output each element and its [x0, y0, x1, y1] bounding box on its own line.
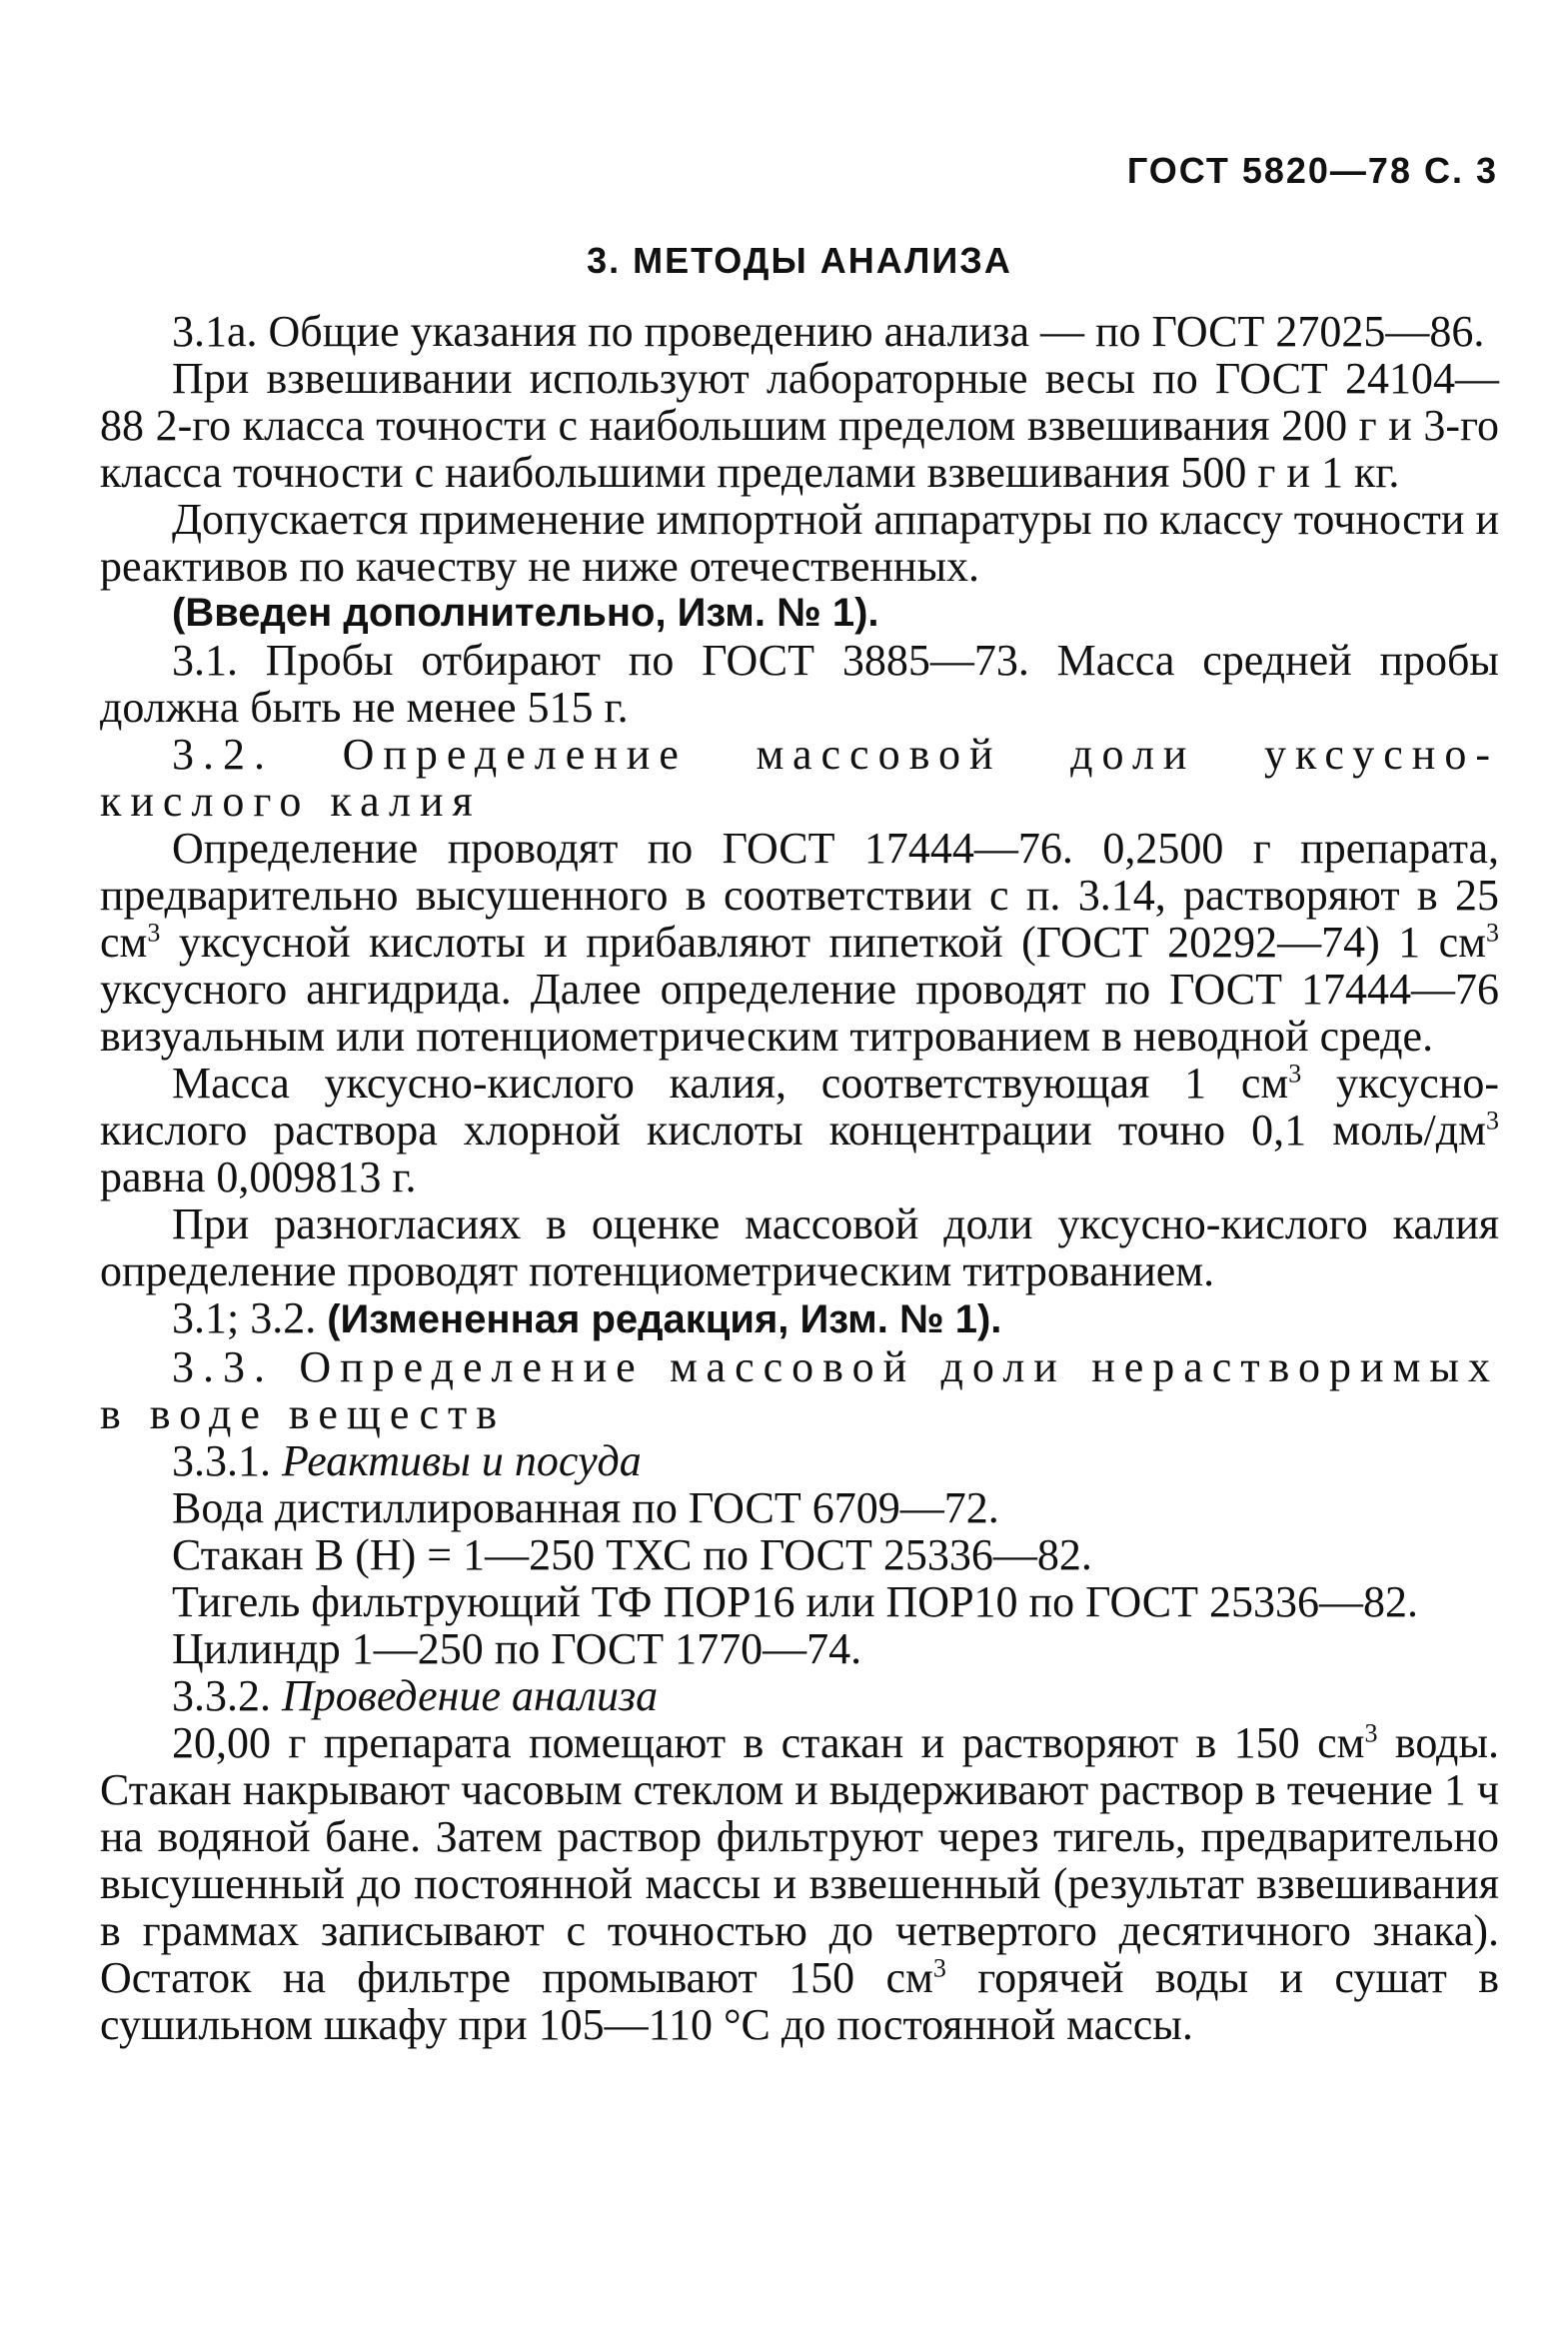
paragraph-3-1a: 3.1а. Общие указания по проведению анализа — по ГОСТ 27025—86.	[172, 307, 1485, 356]
text-segment: Масса уксусно-кислого калия, соответствующая 1 см	[172, 1059, 1289, 1108]
superscript: 3	[932, 1953, 946, 1983]
text-segment: 3.3.2.	[172, 1671, 282, 1720]
item-cylinder: Цилиндр 1—250 по ГОСТ 1770—74.	[172, 1624, 862, 1673]
paragraph-disagreement: При разногласиях в оценке массовой доли уксусно-кислого калия определение проводят потенциометрическим титрованием.	[100, 1199, 1499, 1295]
superscript: 3	[1486, 1106, 1499, 1136]
text-segment: уксусно-кислого раствора хлорной кислоты концентрации точно 0,1 моль/дм	[100, 1059, 1499, 1155]
superscript: 3	[1364, 1718, 1378, 1748]
page-header: ГОСТ 5820—78 С. 3	[1126, 150, 1498, 191]
amendment-label: (Измененная редакция, Изм. № 1).	[327, 1297, 1002, 1341]
superscript: 3	[147, 918, 161, 948]
amendment-note-2	[100, 1294, 1499, 1343]
superscript: 3	[1288, 1059, 1302, 1089]
text-segment: уксусного ангидрида. Далее определение проводят по ГОСТ 17444—76 визуальным или потенциометрическим титрованием в неводной среде.	[100, 965, 1499, 1061]
paragraph-import-equipment: Допускается применение импортной аппаратуры по классу точности и реактивов по качеству не ниже отечественных.	[100, 495, 1499, 591]
item-beaker: Стакан В (Н) = 1—250 ТХС по ГОСТ 25336—82.	[172, 1530, 1092, 1579]
text-segment: Определение проводят по ГОСТ 17444—76. 0,2500 г препарата, предварительно высушенного в соответствии с п. 3.14, растворяют в 25 см	[100, 824, 1499, 967]
heading-3-3: 3.3. Определение массовой доли нерастворимых в воде веществ	[100, 1342, 1499, 1438]
text-segment: горячей воды и сушат в сушильном шкафу при 105—110 °С до постоянной массы.	[100, 1953, 1500, 2049]
document-body	[100, 150, 1499, 2048]
subheading-3-3-2	[100, 1672, 1499, 1719]
item-water: Вода дистиллированная по ГОСТ 6709—72.	[172, 1483, 999, 1532]
text-segment: 3.1; 3.2.	[172, 1293, 328, 1342]
paragraph-weighing: При взвешивании используют лабораторные весы по ГОСТ 24104—88 2-го класса точности с наибольшим пределом взвешивания 200 г и 3-го класса точности с наибольшими пределами взвешивания 500 г и 1 кг.	[100, 354, 1499, 497]
text-segment: равна 0,009813 г.	[100, 1153, 417, 1201]
subheading-3-3-1	[100, 1437, 1499, 1484]
section-title: 3. МЕТОДЫ АНАЛИЗА	[587, 240, 1012, 281]
text-segment: воды. Стакан накрывают часовым стеклом и выдерживают раствор в течение 1 ч на водяной бане. Затем раствор фильтруют через тигель, предварительно высушенный до постоянной массы и взвешенный (результат взвешивания в граммах записывают с точностью до четвертого десятичного знака). Остаток на фильтре промывают 150 см	[100, 1718, 1500, 2002]
subheading-text: Реактивы и посуда	[282, 1436, 642, 1485]
amendment-note-1: (Введен дополнительно, Изм. № 1).	[172, 591, 879, 635]
paragraph-3-1: 3.1. Пробы отбирают по ГОСТ 3885—73. Масса средней пробы должна быть не менее 515 г.	[100, 636, 1499, 732]
paragraph-mass	[100, 1060, 1499, 1200]
paragraph-determination	[100, 825, 1499, 1060]
text-segment: уксусной кислоты и прибавляют пипеткой (ГОСТ 20292—74) 1 см	[160, 918, 1486, 967]
text-segment: 20,00 г препарата помещают в стакан и растворяют в 150 см	[172, 1718, 1365, 1767]
item-crucible: Тигель фильтрующий ТФ ПОР16 или ПОР10 по ГОСТ 25336—82.	[172, 1577, 1418, 1626]
superscript: 3	[1486, 918, 1499, 948]
text-segment: 3.3.1.	[172, 1436, 282, 1485]
paragraph-procedure	[100, 1719, 1499, 2048]
heading-3-2: 3.2. Определение массовой доли уксусно-кислого калия	[100, 730, 1499, 826]
subheading-text: Проведение анализа	[282, 1671, 659, 1720]
